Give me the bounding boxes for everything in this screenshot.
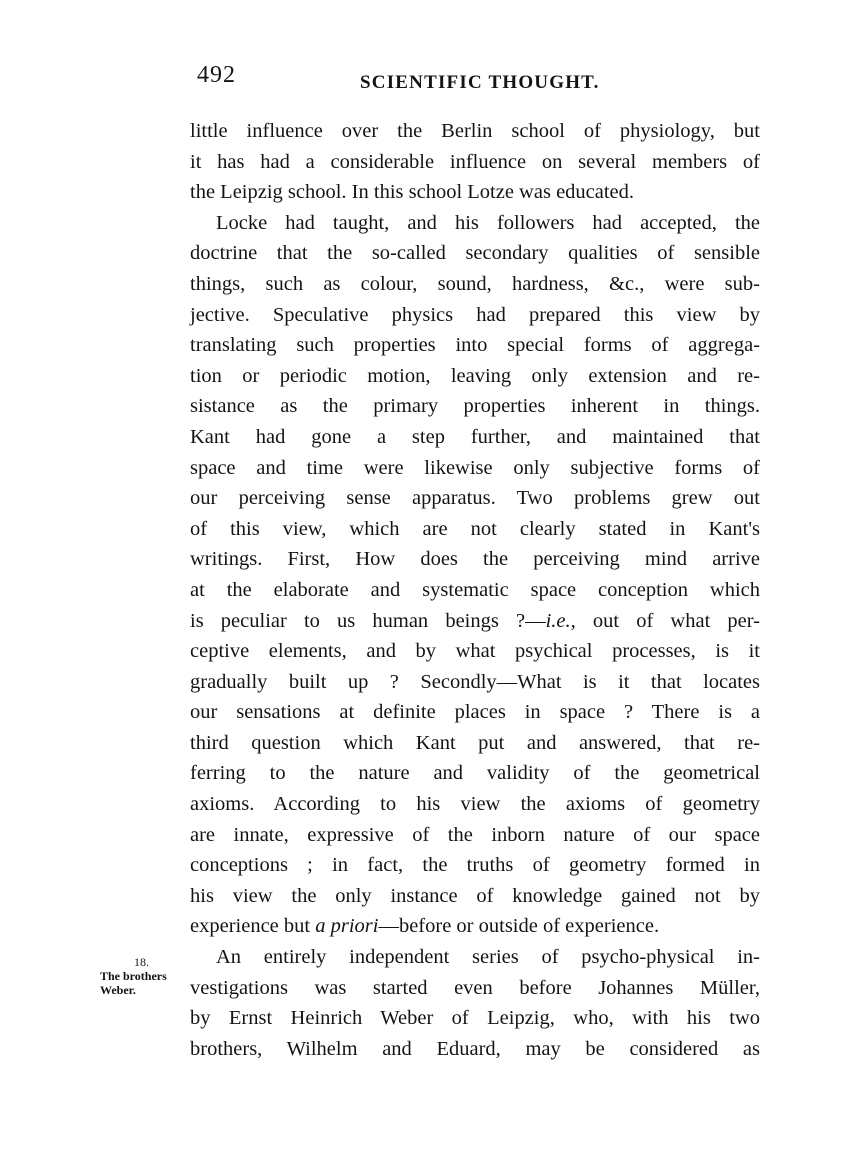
- text-line: our sensations at definite places in space ? There is a: [190, 701, 760, 724]
- text-line: of this view, which are not clearly stated in Kant's: [190, 517, 760, 540]
- text-line: writings. First, How does the perceiving mind arrive: [190, 548, 760, 571]
- text-line: at the elaborate and systematic space conception which: [190, 578, 760, 601]
- text-line: vestigations was started even before Johannes Müller,: [190, 976, 760, 999]
- text-line: the Leipzig school. In this school Lotze was educated.: [190, 181, 635, 204]
- running-title: SCIENTIFIC THOUGHT.: [360, 72, 600, 93]
- text-line: gradually built up ? Secondly—What is it that locates: [190, 670, 760, 693]
- text-line: our perceiving sense apparatus. Two problems grew out: [190, 487, 760, 510]
- text-line: little influence over the Berlin school of physiology, but: [190, 120, 760, 142]
- margin-note-line-1: The brothers: [100, 969, 167, 983]
- text-line: conceptions ; in fact, the truths of geometry formed in: [190, 854, 760, 877]
- text-line: jective. Speculative physics had prepared this view by: [190, 303, 760, 326]
- margin-note-line-2: Weber.: [100, 983, 136, 997]
- page-number: 492: [197, 62, 236, 88]
- text-line: by Ernst Heinrich Weber of Leipzig, who, with his two: [190, 1007, 760, 1030]
- text-segment: out of what per-: [575, 609, 760, 632]
- text-line: his view the only instance of knowledge gained not by: [190, 884, 760, 907]
- text-segment: experience but: [190, 915, 316, 938]
- text-line: third question which Kant put and answered, that re-: [190, 731, 760, 754]
- body-text: [190, 116, 760, 1064]
- text-line: Locke had taught, and his followers had accepted, the: [216, 211, 760, 234]
- text-line: doctrine that the so-called secondary qualities of sensible: [190, 242, 760, 265]
- text-line: [190, 911, 760, 942]
- text-line: brothers, Wilhelm and Eduard, may be considered as: [190, 1037, 760, 1060]
- text-line: it has had a considerable influence on several members of: [190, 150, 760, 173]
- text-line: Kant had gone a step further, and maintained that: [190, 425, 760, 448]
- text-line: are innate, expressive of the inborn nature of our space: [190, 823, 760, 846]
- text-line: things, such as colour, sound, hardness, &c., were sub-: [190, 272, 760, 295]
- italic-phrase: a priori: [315, 915, 379, 938]
- text-segment: —before or outside of experience.: [378, 915, 660, 938]
- text-line: ferring to the nature and validity of the geometrical: [190, 762, 760, 785]
- text-segment: is peculiar to us human beings ?—: [190, 609, 546, 632]
- text-line: translating such properties into special forms of aggrega-: [190, 334, 760, 357]
- text-line: An entirely independent series of psycho-physical in-: [216, 946, 760, 969]
- text-line: axioms. According to his view the axioms of geometry: [190, 793, 760, 816]
- margin-note: [100, 955, 190, 997]
- text-line: space and time were likewise only subjective forms of: [190, 456, 760, 479]
- text-line: ceptive elements, and by what psychical processes, is it: [190, 640, 760, 663]
- italic-abbreviation: i.e.,: [545, 609, 576, 632]
- margin-note-number: 18.: [134, 955, 149, 969]
- text-line: sistance as the primary properties inherent in things.: [190, 395, 760, 418]
- text-line: [190, 606, 760, 637]
- text-line: tion or periodic motion, leaving only extension and re-: [190, 364, 760, 387]
